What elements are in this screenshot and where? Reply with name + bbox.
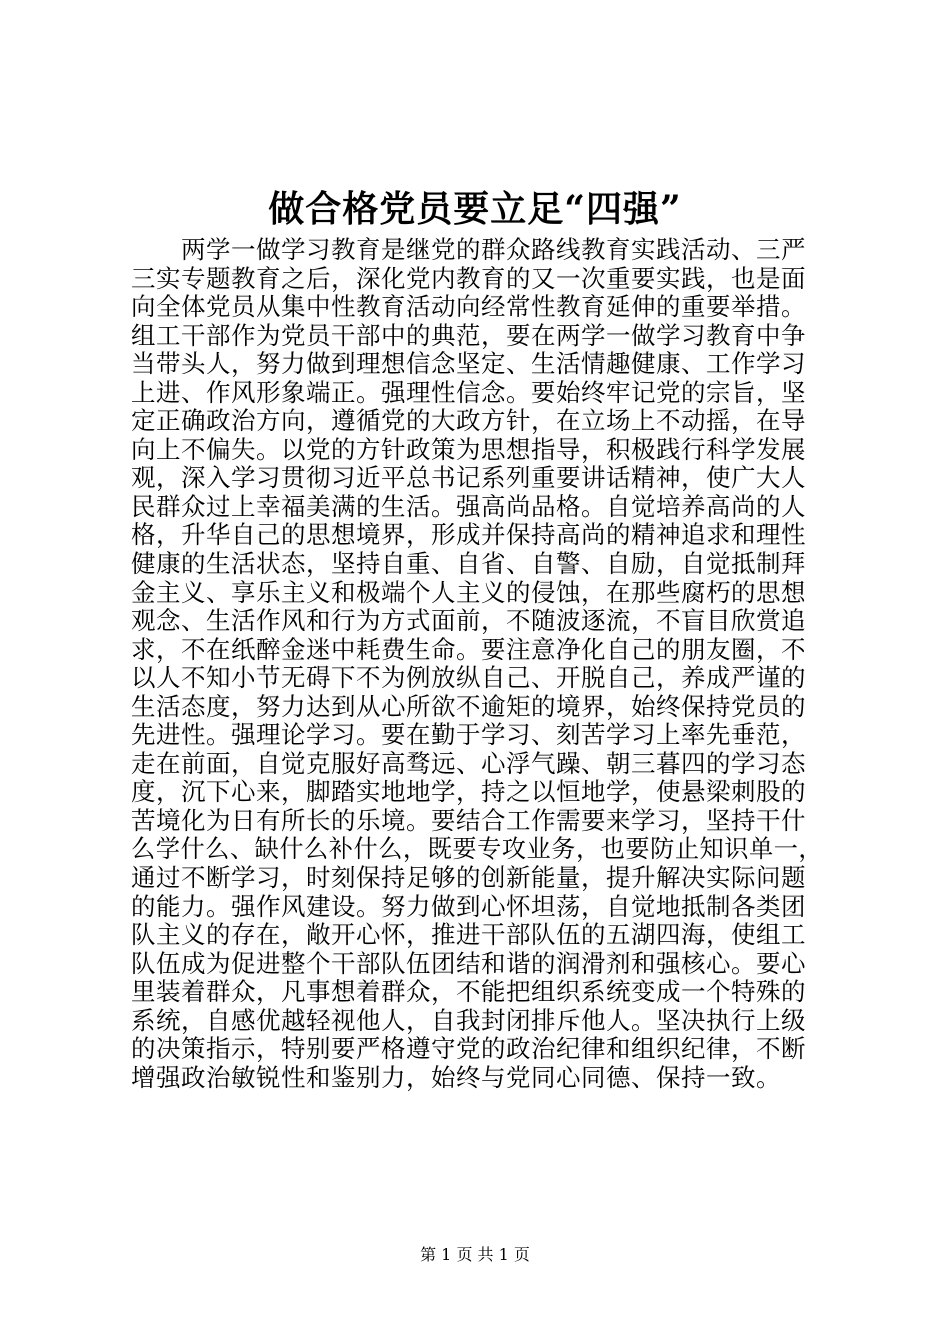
document-title: 做合格党员要立足“四强” (268, 188, 682, 230)
body-line: 组工干部作为党员干部中的典范，要在两学一做学习教育中争 (131, 320, 806, 350)
body-line: 民群众过上幸福美满的生活。强高尚品格。自觉培养高尚的人 (131, 491, 806, 521)
body-line: 的能力。强作风建设。努力做到心怀坦荡，自觉地抵制各类团 (131, 891, 806, 921)
body-line: 两学一做学习教育是继党的群众路线教育实践活动、三严 (131, 235, 806, 264)
body-line: 以人不知小节无碍下不为例放纵自己、开脱自己，养成严谨的 (131, 663, 806, 693)
body-line: 健康的生活状态，坚持自重、自省、自警、自励，自觉抵制拜 (131, 549, 806, 579)
body-line: 观念、生活作风和行为方式面前，不随波逐流，不盲目欣赏追 (131, 606, 806, 636)
body-line: 向全体党员从集中性教育活动向经常性教育延伸的重要举措。 (131, 292, 806, 322)
document-body (131, 235, 824, 1092)
body-line: 三实专题教育之后，深化党内教育的又一次重要实践，也是面 (131, 263, 806, 293)
body-line: 生活态度，努力达到从心所欲不逾矩的境界，始终保持党员的 (131, 691, 806, 721)
body-line: 走在前面，自觉克服好高骛远、心浮气躁、朝三暮四的学习态 (131, 748, 806, 778)
body-line: 么学什么、缺什么补什么，既要专攻业务，也要防止知识单一， (131, 835, 824, 864)
body-line: 向上不偏失。以党的方针政策为思想指导，积极践行科学发展 (131, 434, 806, 464)
body-line: 定正确政治方向，遵循党的大政方针，在立场上不动摇，在导 (131, 406, 806, 436)
body-line: 求，不在纸醉金迷中耗费生命。要注意净化自己的朋友圈，不 (131, 634, 806, 664)
body-line: 里装着群众，凡事想着群众，不能把组织系统变成一个特殊的 (131, 977, 806, 1007)
body-line: 增强政治敏锐性和鉴别力，始终与党同心同德、保持一致。 (131, 1062, 781, 1092)
body-line: 上进、作风形象端正。强理性信念。要始终牢记党的宗旨，坚 (131, 377, 806, 407)
body-line: 先进性。强理论学习。要在勤于学习、刻苦学习上率先垂范， (131, 720, 806, 750)
body-line: 度，沉下心来，脚踏实地地学，持之以恒地学，使悬梁刺股的 (131, 777, 806, 807)
body-line: 金主义、享乐主义和极端个人主义的侵蚀，在那些腐朽的思想 (131, 577, 806, 607)
body-line: 的决策指示，特别要严格遵守党的政治纪律和组织纪律，不断 (131, 1034, 806, 1064)
body-line: 苦境化为日有所长的乐境。要结合工作需要来学习，坚持干什 (131, 805, 806, 835)
body-line: 队伍成为促进整个干部队伍团结和谐的润滑剂和强核心。要心 (131, 948, 806, 978)
body-line: 当带头人，努力做到理想信念坚定、生活情趣健康、工作学习 (131, 349, 806, 379)
body-line: 系统，自感优越轻视他人，自我封闭排斥他人。坚决执行上级 (131, 1005, 806, 1035)
body-line: 通过不断学习，时刻保持足够的创新能量，提升解决实际问题 (131, 863, 806, 893)
page-footer: 第 1 页 共 1 页 (420, 1245, 530, 1264)
body-line: 格，升华自己的思想境界，形成并保持高尚的精神追求和理性 (131, 520, 806, 550)
body-line: 观，深入学习贯彻习近平总书记系列重要讲话精神，使广大人 (131, 463, 806, 493)
body-line: 队主义的存在，敞开心怀，推进干部队伍的五湖四海，使组工 (131, 920, 806, 950)
